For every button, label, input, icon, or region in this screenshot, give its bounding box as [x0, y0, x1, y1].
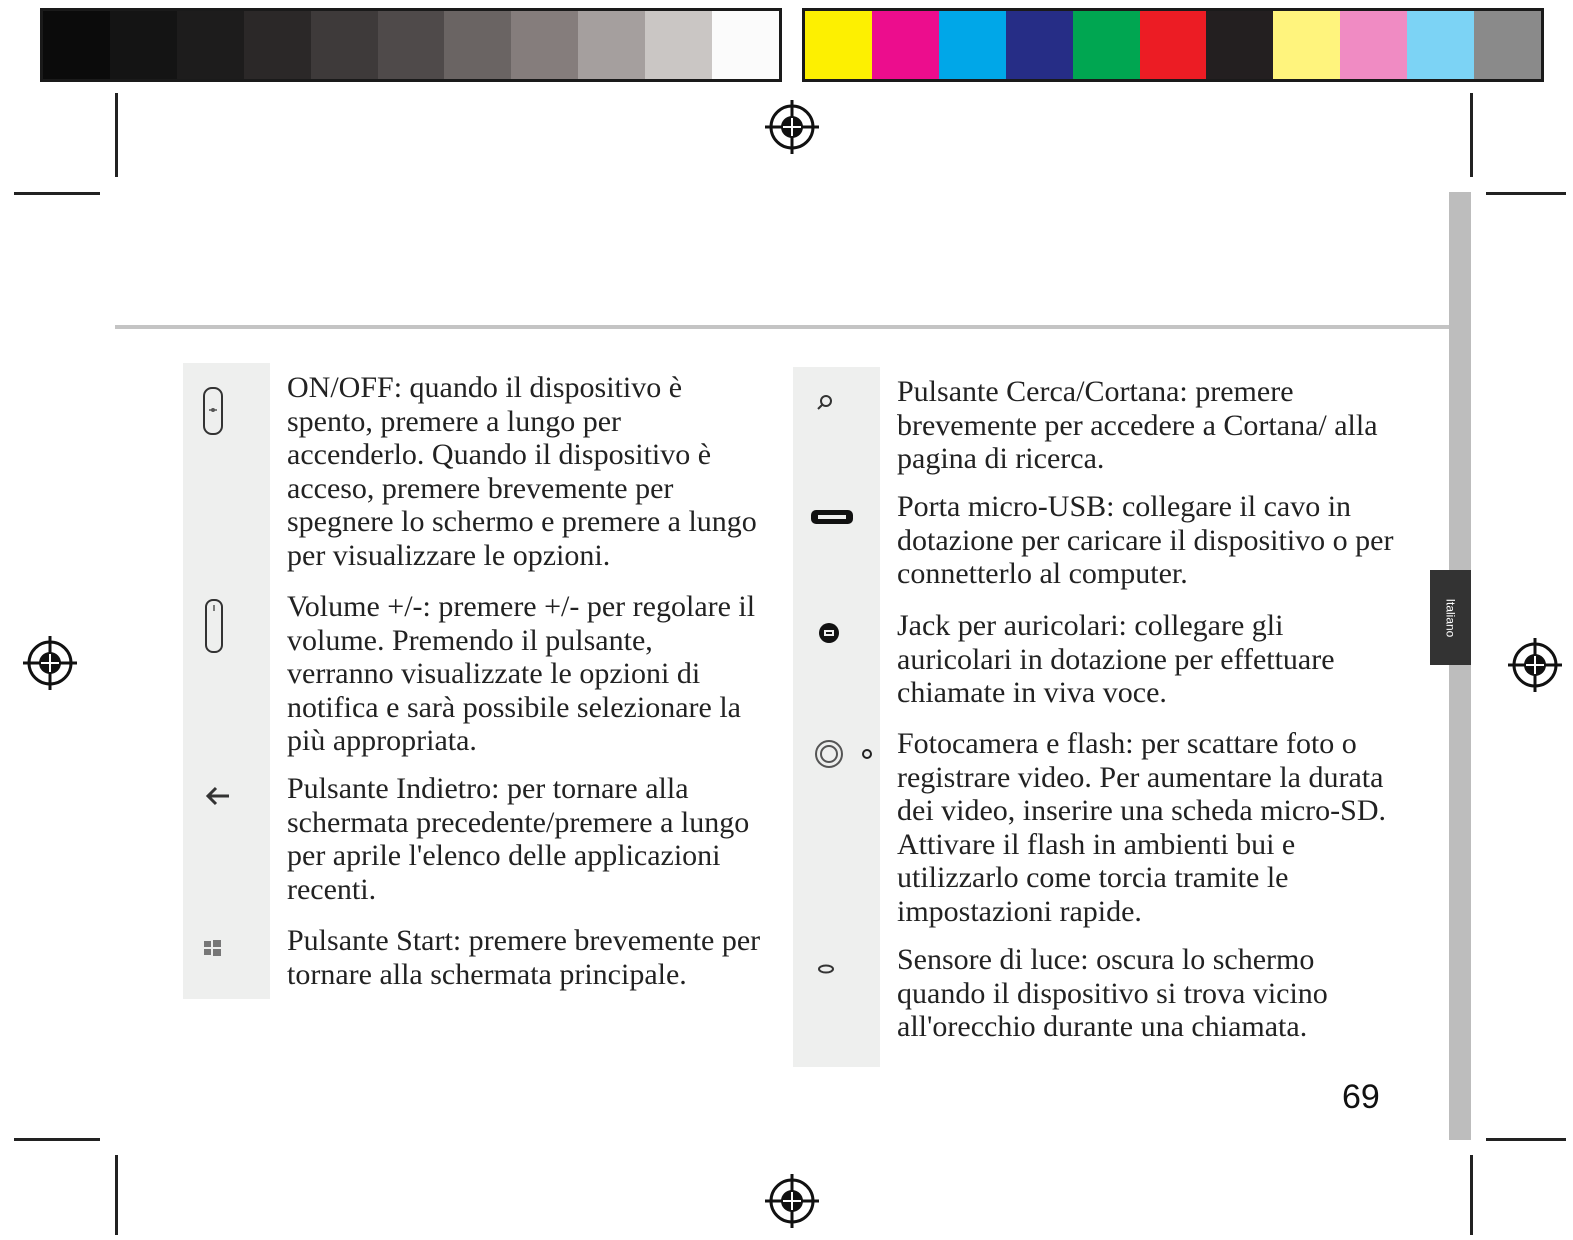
crop-mark: [14, 1138, 100, 1141]
grayscale-swatch: [311, 11, 378, 79]
right-icon-strip: [793, 367, 880, 1067]
language-tab: [1430, 570, 1471, 665]
crop-mark: [1486, 192, 1566, 195]
registration-mark-icon: [763, 1172, 821, 1230]
grayscale-swatch: [712, 11, 779, 79]
registration-mark-icon: [1506, 636, 1564, 694]
crop-mark: [115, 93, 118, 177]
color-swatch: [1340, 11, 1407, 79]
color-swatch: [805, 11, 872, 79]
color-swatch: [1474, 11, 1541, 79]
color-swatch: [1407, 11, 1474, 79]
color-swatch: [1006, 11, 1073, 79]
back-button-description: Pulsante Indietro: per tornare alla schermata precedente/premere a lungo per aprile l'elenco delle applicazioni recenti.: [287, 772, 750, 906]
camera-flash-description: Fotocamera e flash: per scattare foto o registrare video. Per aumentare la durata dei video, inserire una scheda micro-SD. Attivare il flash in ambienti bui e utilizzarlo come torcia tramite le impostazioni rapide.: [897, 727, 1387, 928]
page-number: 69: [1342, 1078, 1380, 1116]
power-button-description: ON/OFF: quando il dispositivo è spento, premere a lungo per accenderlo. Quando il dispositivo è acceso, premere brevemente per spegnere lo schermo e premere a lungo per visualizzare le opzioni.: [287, 371, 757, 572]
page-edge-bar: [1449, 192, 1471, 1140]
search-icon: [816, 394, 834, 412]
crop-mark: [115, 1155, 118, 1235]
grayscale-swatch: [645, 11, 712, 79]
crop-mark: [1486, 1138, 1566, 1141]
start-button-description: Pulsante Start: premere brevemente per tornare alla schermata principale.: [287, 924, 761, 991]
registration-mark-icon: [21, 634, 79, 692]
color-swatch: [872, 11, 939, 79]
color-calibration-bar: [802, 8, 1544, 82]
crop-mark: [14, 192, 100, 195]
micro-usb-port-icon: [810, 508, 854, 526]
left-icon-strip: [183, 363, 270, 999]
crop-mark: [1470, 1155, 1473, 1235]
grayscale-swatch: [378, 11, 445, 79]
grayscale-swatch: [110, 11, 177, 79]
windows-start-icon: [204, 940, 222, 956]
headphone-jack-icon: [818, 622, 840, 644]
color-swatch: [939, 11, 1006, 79]
grayscale-swatch: [244, 11, 311, 79]
volume-button-icon: [203, 598, 225, 654]
color-swatch: [1140, 11, 1207, 79]
color-swatch: [1073, 11, 1140, 79]
crop-mark: [1470, 93, 1473, 177]
micro-usb-description: Porta micro-USB: collegare il cavo in dotazione per caricare il dispositivo o per connetterlo al computer.: [897, 490, 1394, 590]
light-sensor-icon: [816, 963, 836, 975]
search-button-description: Pulsante Cerca/Cortana: premere brevemente per accedere a Cortana/ alla pagina di ricerca.: [897, 375, 1378, 475]
grayscale-swatch: [444, 11, 511, 79]
color-swatch: [1273, 11, 1340, 79]
back-arrow-icon: [204, 784, 232, 808]
grayscale-swatch: [511, 11, 578, 79]
camera-flash-icon: [813, 738, 877, 770]
grayscale-swatch: [578, 11, 645, 79]
grayscale-swatch: [43, 11, 110, 79]
light-sensor-description: Sensore di luce: oscura lo schermo quando il dispositivo si trova vicino all'orecchio durante una chiamata.: [897, 943, 1328, 1043]
volume-button-description: Volume +/-: premere +/- per regolare il volume. Premendo il pulsante, verranno visualizzate le opzioni di notifica e sarà possibile selezionare la più appropriata.: [287, 590, 756, 757]
grayscale-swatch: [177, 11, 244, 79]
headphone-jack-description: Jack per auricolari: collegare gli auricolari in dotazione per effettuare chiamate in viva voce.: [897, 609, 1335, 709]
header-divider: [115, 325, 1450, 329]
language-tab-label: Italiano: [1443, 598, 1458, 637]
power-button-icon: [201, 386, 225, 436]
grayscale-calibration-bar: [40, 8, 782, 82]
color-swatch: [1206, 11, 1273, 79]
registration-mark-icon: [763, 98, 821, 156]
